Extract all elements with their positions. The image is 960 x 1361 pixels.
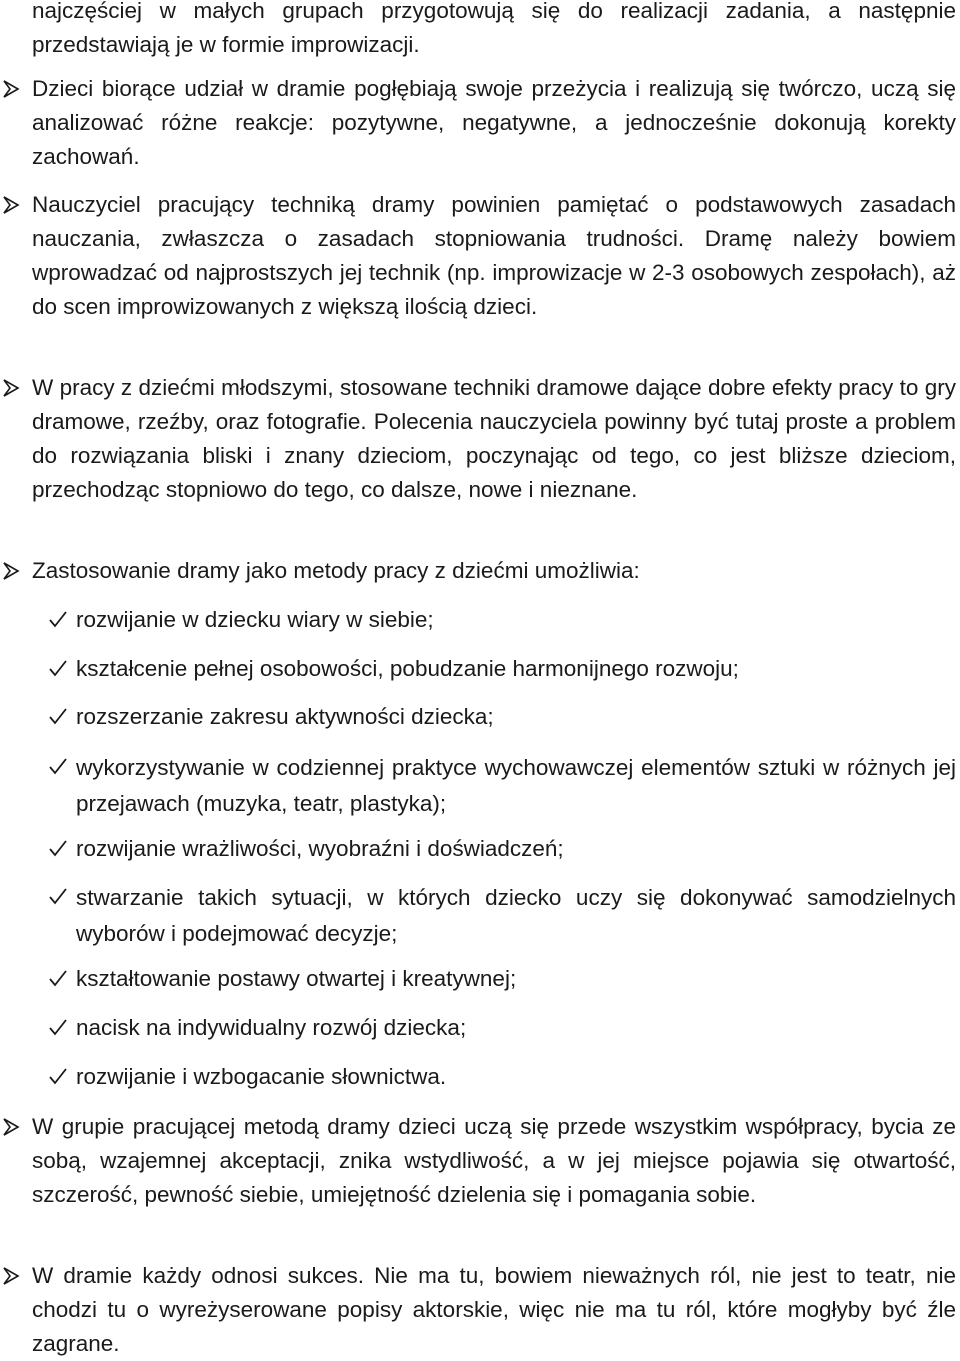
bullet-item bbox=[32, 72, 956, 174]
checkmark-icon bbox=[48, 832, 70, 866]
check-text: rozszerzanie zakresu aktywności dziecka; bbox=[76, 704, 494, 729]
checkmark-icon bbox=[48, 603, 70, 637]
check-text: rozwijanie w dziecku wiary w siebie; bbox=[76, 607, 434, 632]
check-text: nacisk na indywidualny rozwój dziecka; bbox=[76, 1015, 467, 1040]
bullet-item bbox=[32, 188, 956, 324]
bullet-item bbox=[32, 1259, 956, 1361]
bullet-text: W dramie każdy odnosi sukces. Nie ma tu, bowiem nieważnych ról, nie jest to teatr, nie chodzi tu o wyreżyserowane popisy aktorskie, więc nie ma tu ról, które mogłyby być źle zagrane. bbox=[32, 1263, 956, 1356]
checkmark-icon bbox=[48, 652, 70, 686]
bullet-text: Zastosowanie dramy jako metody pracy z dziećmi umożliwia: bbox=[32, 558, 640, 583]
check-list-item bbox=[76, 880, 956, 952]
checkmark-icon bbox=[48, 750, 70, 784]
bullet-text: W pracy z dziećmi młodszymi, stosowane techniki dramowe dające dobre efekty pracy to gry dramowe, rzeźby, oraz fotografie. Polecenia nauczyciela powinny być tutaj proste a problem do rozwiązania bliski i znany dzieciom, poczynając od tego, co jest bliższe dzieciom, przechodząc stopniowo do tego, co dalsze, nowe i nieznane. bbox=[32, 375, 956, 502]
intro-paragraph: najczęściej w małych grupach przygotowują się do realizacji zadania, a następnie przedstawiają je w formie improwizacji. bbox=[32, 0, 956, 57]
arrowhead-bullet-icon bbox=[2, 188, 24, 222]
checkmark-icon bbox=[48, 1011, 70, 1045]
check-list-item bbox=[76, 603, 956, 637]
arrowhead-bullet-icon bbox=[2, 72, 24, 106]
bullet-item bbox=[32, 1110, 956, 1212]
arrowhead-bullet-icon bbox=[2, 1110, 24, 1144]
check-text: rozwijanie wrażliwości, wyobraźni i doświadczeń; bbox=[76, 836, 564, 861]
check-text: stwarzanie takich sytuacji, w których dziecko uczy się dokonywać samodzielnych wyborów i podejmować decyzje; bbox=[76, 885, 956, 946]
check-list-item bbox=[76, 832, 956, 866]
check-list-item bbox=[76, 1060, 956, 1094]
arrowhead-bullet-icon bbox=[2, 371, 24, 405]
check-list-item bbox=[76, 1011, 956, 1045]
bullet-item bbox=[32, 371, 956, 507]
checkmark-icon bbox=[48, 962, 70, 996]
bullet-text: Nauczyciel pracujący techniką dramy powinien pamiętać o podstawowych zasadach nauczania, zwłaszcza o zasadach stopniowania trudności. Dramę należy bowiem wprowadzać od najprostszych jej technik (np. improwizacje w 2-3 osobowych zespołach), aż do scen improwizowanych z większą ilością dzieci. bbox=[32, 192, 956, 319]
check-list-item bbox=[76, 700, 956, 734]
bullet-text: W grupie pracującej metodą dramy dzieci uczą się przede wszystkim współpracy, bycia ze sobą, wzajemnej akceptacji, znika wstydliwość, a w jej miejsce pojawia się otwartość, szczerość, pewność siebie, umiejętność dzielenia się i pomagania sobie. bbox=[32, 1114, 956, 1207]
check-list-item bbox=[76, 962, 956, 996]
check-list-item bbox=[76, 652, 956, 686]
check-text: kształcenie pełnej osobowości, pobudzanie harmonijnego rozwoju; bbox=[76, 656, 739, 681]
check-text: rozwijanie i wzbogacanie słownictwa. bbox=[76, 1064, 447, 1089]
check-text: kształtowanie postawy otwartej i kreatywnej; bbox=[76, 966, 517, 991]
bullet-text: Dzieci biorące udział w dramie pogłębiają swoje przeżycia i realizują się twórczo, uczą się analizować różne reakcje: pozytywne, negatywne, a jednocześnie dokonują korekty zachowań. bbox=[32, 76, 956, 169]
check-list-item bbox=[76, 750, 956, 822]
checkmark-icon bbox=[48, 880, 70, 914]
checkmark-icon bbox=[48, 1060, 70, 1094]
bullet-item bbox=[32, 554, 956, 588]
checkmark-icon bbox=[48, 700, 70, 734]
arrowhead-bullet-icon bbox=[2, 1259, 24, 1293]
arrowhead-bullet-icon bbox=[2, 554, 24, 588]
check-text: wykorzystywanie w codziennej praktyce wychowawczej elementów sztuki w różnych jej przejawach (muzyka, teatr, plastyka); bbox=[76, 755, 956, 816]
